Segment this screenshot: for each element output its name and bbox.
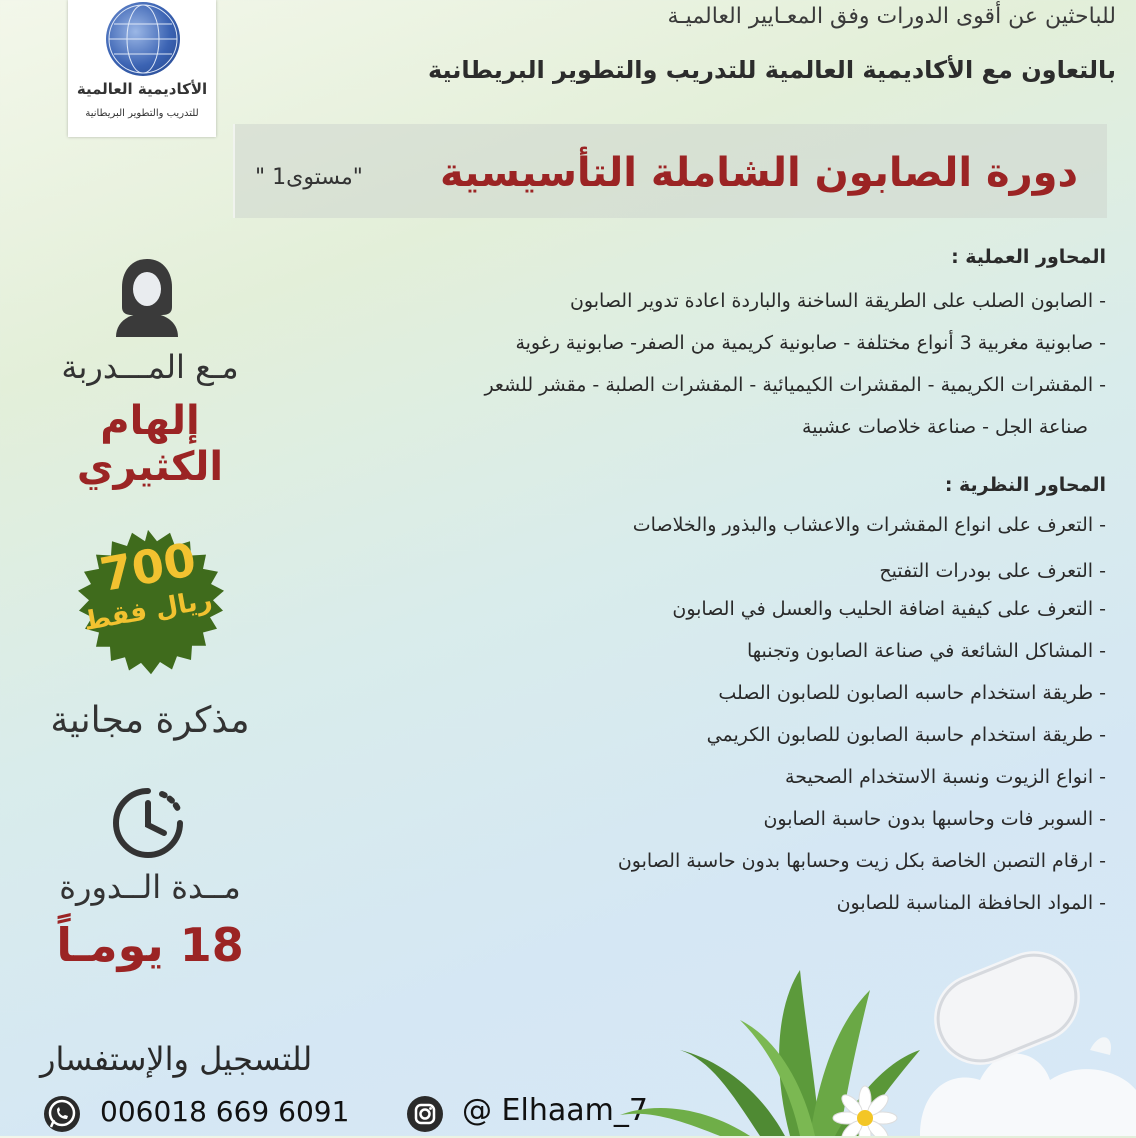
theory-item: - المواد الحافظة المناسبة للصابون — [836, 892, 1106, 914]
clock-icon — [110, 785, 186, 865]
practical-item: صناعة الجل - صناعة خلاصات عشبية — [802, 416, 1088, 438]
academy-logo — [68, 0, 216, 137]
instagram-handle[interactable]: @ Elhaam_7 — [462, 1093, 648, 1128]
globe-logo-icon — [106, 2, 180, 76]
theory-item: - التعرف على كيفية اضافة الحليب والعسل في الصابون — [672, 598, 1106, 620]
price-unit: ريال فقط — [81, 584, 215, 638]
practical-item: - صابونية مغربية 3 أنواع مختلفة - صابونية كريمية من الصفر- صابونية رغوية — [515, 332, 1106, 354]
trainer-name: إلهام الكثيري — [76, 398, 224, 490]
phone-number[interactable]: 006018 669 6091 — [100, 1095, 350, 1128]
register-label: للتسجيل والإستفسار — [40, 1040, 313, 1078]
duration-value: 18 يومـاً — [56, 918, 244, 972]
soap-aloe-decoration — [620, 940, 1136, 1136]
free-notes-label: مذكرة مجانية — [50, 700, 250, 741]
practical-item: - المقشرات الكريمية - المقشرات الكيميائية - المقشرات الصلبة - مقشر للشعر — [484, 374, 1106, 396]
theory-item: - ارقام التصبن الخاصة بكل زيت وحسابها بدون حاسبة الصابون — [617, 850, 1106, 872]
logo-subtitle: للتدريب والتطوير البريطانية — [85, 108, 199, 119]
course-title: دورة الصابون الشاملة التأسيسية — [439, 150, 1078, 196]
theory-item: - طريقة استخدام حاسبة الصابون للصابون الكريمي — [706, 724, 1106, 746]
theory-item: - التعرف على بودرات التفتيح — [879, 560, 1106, 582]
tagline-top: للباحثين عن أقوى الدورات وفق المعـايير العالميـة — [667, 4, 1116, 29]
whatsapp-icon[interactable] — [42, 1094, 82, 1138]
instagram-icon[interactable] — [405, 1094, 445, 1138]
course-level: "مستوى1 " — [255, 165, 363, 190]
theory-heading: المحاور النظرية : — [944, 474, 1106, 496]
theory-item: - طريقة استخدام حاسبه الصابون للصابون الصلب — [718, 682, 1106, 704]
theory-item: - التعرف على انواع المقشرات والاعشاب والبذور والخلاصات — [632, 514, 1106, 536]
theory-item: - السوبر فات وحاسبها بدون حاسبة الصابون — [763, 808, 1106, 830]
price-value: 700 — [96, 532, 200, 602]
theory-item: - المشاكل الشائعة في صناعة الصابون وتجنبها — [747, 640, 1106, 662]
practical-heading: المحاور العملية : — [951, 246, 1106, 268]
logo-title: الأكاديمية العالمية — [76, 80, 208, 98]
duration-label: مــدة الــدورة — [59, 868, 241, 906]
trainer-label: مـع المـــدربة — [61, 348, 239, 386]
practical-item: - الصابون الصلب على الطريقة الساخنة والباردة اعادة تدوير الصابون — [569, 290, 1106, 312]
woman-avatar-icon — [112, 257, 182, 343]
tagline-partnership: بالتعاون مع الأكاديمية العالمية للتدريب والتطوير البريطانية — [427, 56, 1116, 84]
theory-item: - انواع الزيوت ونسبة الاستخدام الصحيحة — [785, 766, 1106, 788]
